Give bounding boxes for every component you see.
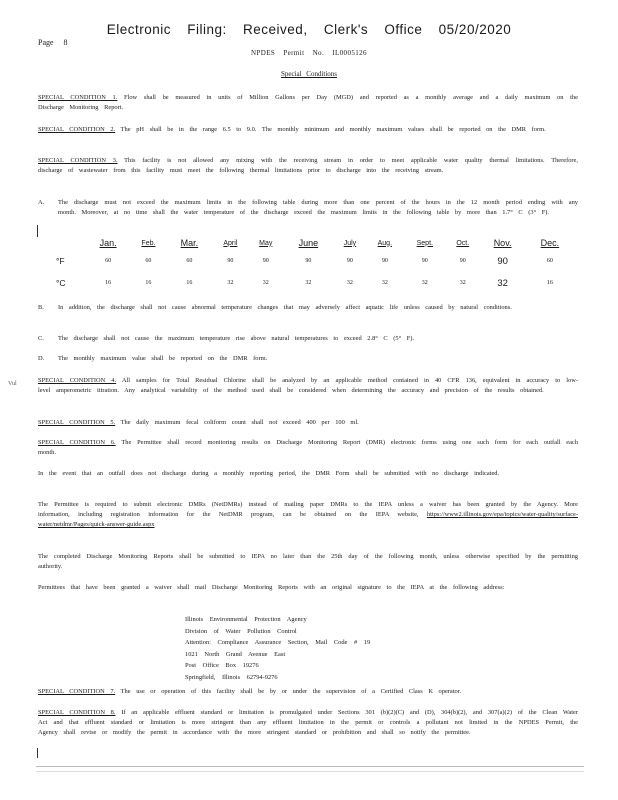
table-cell: 16 xyxy=(546,280,553,286)
month-cell: Sept. xyxy=(416,239,433,247)
item-letter: A. xyxy=(38,199,45,206)
unit-label: °F xyxy=(56,256,65,266)
month-cell: May xyxy=(259,239,273,247)
table-cell: 60 xyxy=(145,258,152,264)
month-cell: June xyxy=(298,238,319,248)
condition-6-netdmr xyxy=(38,500,578,530)
condition-label: SPECIAL CONDITION 2. xyxy=(38,126,116,133)
address-line: Division of Water Pollution Control xyxy=(185,627,297,635)
table-cell: 32 xyxy=(497,277,508,289)
item-text: The discharge shall not cause the maximum temperature rise above natural temperatures to exceed 2.8° C (5° F). xyxy=(58,335,415,342)
address-line: Springfield, Illinois 62794-9276 xyxy=(185,673,278,681)
month-cell: Aug. xyxy=(377,239,393,247)
netdmr-text: The Permittee is required to submit electronic DMRs (NetDMRs) instead of mailing paper DMRs to the IEPA unless a waiver has been granted by the Agency. More information, including registration information for the NetDMR program, can be obtained on the IEPA website, xyxy=(38,501,578,518)
table-cell: 90 xyxy=(459,258,466,264)
page-divider xyxy=(36,771,584,772)
condition-3-item-d xyxy=(38,354,578,364)
condition-label: SPECIAL CONDITION 7. xyxy=(38,688,116,695)
table-cell: 90 xyxy=(497,255,508,267)
month-cell: Feb. xyxy=(141,239,156,247)
condition-label: SPECIAL CONDITION 3. xyxy=(38,157,118,164)
condition-label: SPECIAL CONDITION 6. xyxy=(38,439,116,446)
table-cell: 32 xyxy=(305,280,312,286)
condition-text: The daily maximum fecal coliform count shall not exceed 400 per 100 ml. xyxy=(120,419,359,426)
table-cell: 90 xyxy=(305,258,312,264)
condition-6-waiver: Permittees that have been granted a waiver shall mail Discharge Monitoring Reports with an original signature to the IEPA at the following address: xyxy=(38,584,505,591)
table-row-fahrenheit xyxy=(56,250,574,272)
table-cell: 16 xyxy=(105,280,112,286)
section-title: Special Conditions xyxy=(280,70,338,78)
item-text: The discharge must not exceed the maximum limits in the following table during more than one percent of the hours in the 12 month period ending with any month. Moreover, at no time shall the water temperature of the discharge exceed the maximum limits in the following table by more than 1.7° C (3° F). xyxy=(58,199,578,216)
condition-text: If an applicable effluent standard or limitation is promulgated under Sections 301 (b)(2)(C) and (D), 304(b)(2), and 307(a)(2) of the Clean Water Act and that effluent standard or limitation is more stringent than any effluent limitation in the permit or controls a pollutant not limited in the NPDES Permit, the Agency shall revise or modify the permit in accordance with the more stringent standard or prohibition and shall so notify the permittee. xyxy=(38,709,578,736)
condition-text: The use or operation of this facility shall be by or under the supervision of a Certified Class K operator. xyxy=(120,688,462,695)
table-cell: 32 xyxy=(262,280,269,286)
month-cell: Oct. xyxy=(456,239,470,247)
netdmr-guide-link[interactable]: https://www2.illinois.gov/epa/topics/water-quality/surface-water/netdmr/Pages/quick-answer-guide.aspx xyxy=(38,511,578,528)
month-cell: Nov. xyxy=(493,238,512,248)
table-cell: 90 xyxy=(381,258,388,264)
temperature-limits-table xyxy=(56,236,574,294)
special-condition-7 xyxy=(38,687,578,697)
table-cell: 32 xyxy=(421,280,428,286)
item-text: The monthly maximum value shall be reported on the DMR form. xyxy=(58,355,268,362)
address-line: Post Office Box 19276 xyxy=(185,662,259,669)
special-condition-1 xyxy=(38,93,578,113)
unit-label: °C xyxy=(56,278,66,288)
condition-text: This facility is not allowed any mixing with the receiving stream in order to meet applicable water quality thermal limitations. Therefore, discharge of wastewater from this facility must meet the following thermal limitations prior to discharge into the receiving stream. xyxy=(38,157,578,174)
filing-stamp: Electronic Filing: Received, Clerk's Office 05/20/2020 xyxy=(106,22,512,37)
item-text: In addition, the discharge shall not cause abnormal temperature changes that may adversely affect aquatic life unless caused by natural conditions. xyxy=(58,304,512,311)
condition-label: SPECIAL CONDITION 8. xyxy=(38,709,116,716)
table-cell: 60 xyxy=(105,258,112,264)
table-cell: 90 xyxy=(346,258,353,264)
month-cell: July xyxy=(343,239,357,247)
condition-3-item-c xyxy=(38,334,578,344)
text-cursor-mark xyxy=(37,748,38,758)
condition-6-no-discharge: In the event that an outfall does not discharge during a monthly reporting period, the DMR Form shall be submitted with no discharge indicated. xyxy=(38,470,500,477)
condition-3-item-b xyxy=(38,303,578,313)
condition-label: SPECIAL CONDITION 4. xyxy=(38,377,117,384)
condition-3-item-a xyxy=(38,198,578,218)
table-cell: 90 xyxy=(227,258,234,264)
table-row-celsius xyxy=(56,272,574,294)
month-cell: April xyxy=(223,239,238,247)
table-cell: 60 xyxy=(546,258,553,264)
table-cell: 32 xyxy=(227,280,234,286)
item-letter: B. xyxy=(38,304,44,311)
month-cell: Mar. xyxy=(180,238,199,248)
table-cell: 32 xyxy=(459,280,466,286)
table-cell: 32 xyxy=(346,280,353,286)
condition-text: The Permittee shall record monitoring results on Discharge Monitoring Report (DMR) electronic forms using one such form for each outfall each month. xyxy=(38,439,579,456)
item-letter: D. xyxy=(38,355,45,362)
margin-scribble: Vul xyxy=(8,381,17,387)
table-cell: 16 xyxy=(186,280,193,286)
table-cell: 60 xyxy=(186,258,193,264)
address-line: Illinois Environmental Protection Agency xyxy=(185,616,307,623)
address-line: Attention: Compliance Assurance Section, Mail Code # 19 xyxy=(185,639,371,646)
month-cell: Jan. xyxy=(99,238,117,248)
special-condition-6 xyxy=(38,438,578,458)
special-condition-2 xyxy=(38,125,578,135)
condition-label: SPECIAL CONDITION 1. xyxy=(38,94,118,101)
special-condition-8 xyxy=(38,708,578,738)
permit-number: NPDES Permit No. IL0005126 xyxy=(251,49,367,57)
special-condition-5 xyxy=(38,418,578,428)
table-row-months xyxy=(56,236,574,250)
condition-text: All samples for Total Residual Chlorine shall be analyzed by an applicable method contained in 40 CFR 136, equivalent in accuracy to low-level amperometric titration. Any analytical variability of the method used shall be considered when determining the accuracy and precision of the results obtained. xyxy=(38,377,579,394)
condition-text: Flow shall be measured in units of Million Gallons per Day (MGD) and reported as a monthly average and a daily maximum on the Discharge Monitoring Report. xyxy=(38,94,578,111)
condition-text: The pH shall be in the range 6.5 to 9.0. The monthly minimum and monthly maximum values shall be reported on the DMR form. xyxy=(120,126,546,133)
table-cell: 90 xyxy=(421,258,428,264)
condition-6-due-date: The completed Discharge Monitoring Reports shall be submitted to IEPA no later than the 25th day of the following month, unless otherwise specified by the permitting authority. xyxy=(38,553,578,570)
text-cursor-mark xyxy=(37,225,38,237)
table-corner xyxy=(56,236,86,250)
address-line: 1021 North Grand Avenue East xyxy=(185,650,286,658)
table-cell: 90 xyxy=(262,258,269,264)
mailing-address xyxy=(185,614,370,683)
item-letter: C. xyxy=(38,335,44,342)
table-cell: 16 xyxy=(145,280,152,286)
special-condition-4 xyxy=(38,376,578,396)
page-number: Page 8 xyxy=(38,38,68,47)
month-cell: Dec. xyxy=(540,238,560,248)
table-cell: 32 xyxy=(381,280,388,286)
condition-label: SPECIAL CONDITION 5. xyxy=(38,419,116,426)
special-condition-3 xyxy=(38,156,578,176)
page-divider xyxy=(36,766,584,767)
